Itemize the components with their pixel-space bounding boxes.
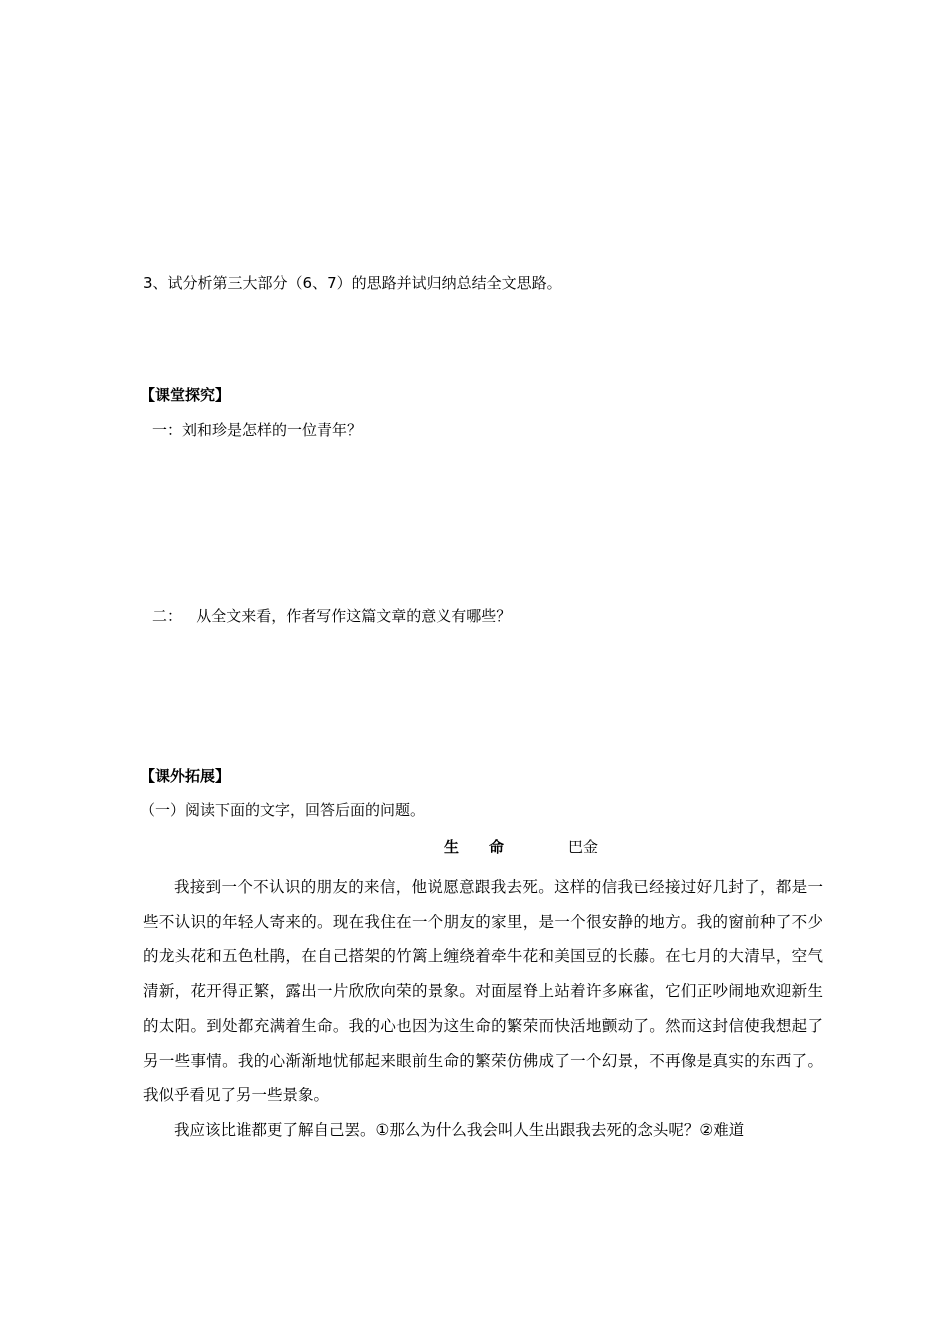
- article-paragraph-2: 我应该比谁都更了解自己罢。①那么为什么我会叫人生出跟我去死的念头呢？②难道: [174, 1120, 745, 1139]
- class-explore-question-2: 二： 从全文来看，作者写作这篇文章的意义有哪些？: [152, 607, 512, 625]
- class-explore-question-1: 一：刘和珍是怎样的一位青年？: [152, 421, 363, 439]
- article-author: 巴金: [568, 838, 599, 856]
- article-paragraph-1: 我接到一个不认识的朋友的来信，他说愿意跟我去死。这样的信我已经接过好几封了，都是一些不认识的年轻人寄来的。现在我住在一个朋友的家里，是一个很安静的地方。我的窗前种了不少的龙头花和五色杜鹃，在自己搭架的竹篱上缠绕着牵牛花和美国豆的长藤。在七月的大清早，空气清新，花开得正繁，露出一片欣欣向荣的景象。对面屋脊上站着许多麻雀，它们正吵闹地欢迎新生的太阳。到处都充满着生命。我的心也因为这生命的繁荣而快活地颤动了。然而这封信使我想起了另一些事情。我的心渐渐地忧郁起来眼前生命的繁荣仿佛成了一个幻景，不再像是真实的东西了。我似乎看见了另一些景象。: [143, 878, 823, 1105]
- article-title-row: [0, 836, 950, 858]
- extension-instruction: （一）阅读下面的文字，回答后面的问题。: [140, 801, 426, 819]
- article-title: 生命: [444, 838, 535, 856]
- question-3: 3、试分析第三大部分（6、7）的思路并试归纳总结全文思路。: [143, 274, 562, 292]
- class-explore-heading: 【课堂探究】: [140, 386, 231, 404]
- extension-heading: 【课外拓展】: [140, 767, 231, 785]
- article-body: [143, 870, 823, 1148]
